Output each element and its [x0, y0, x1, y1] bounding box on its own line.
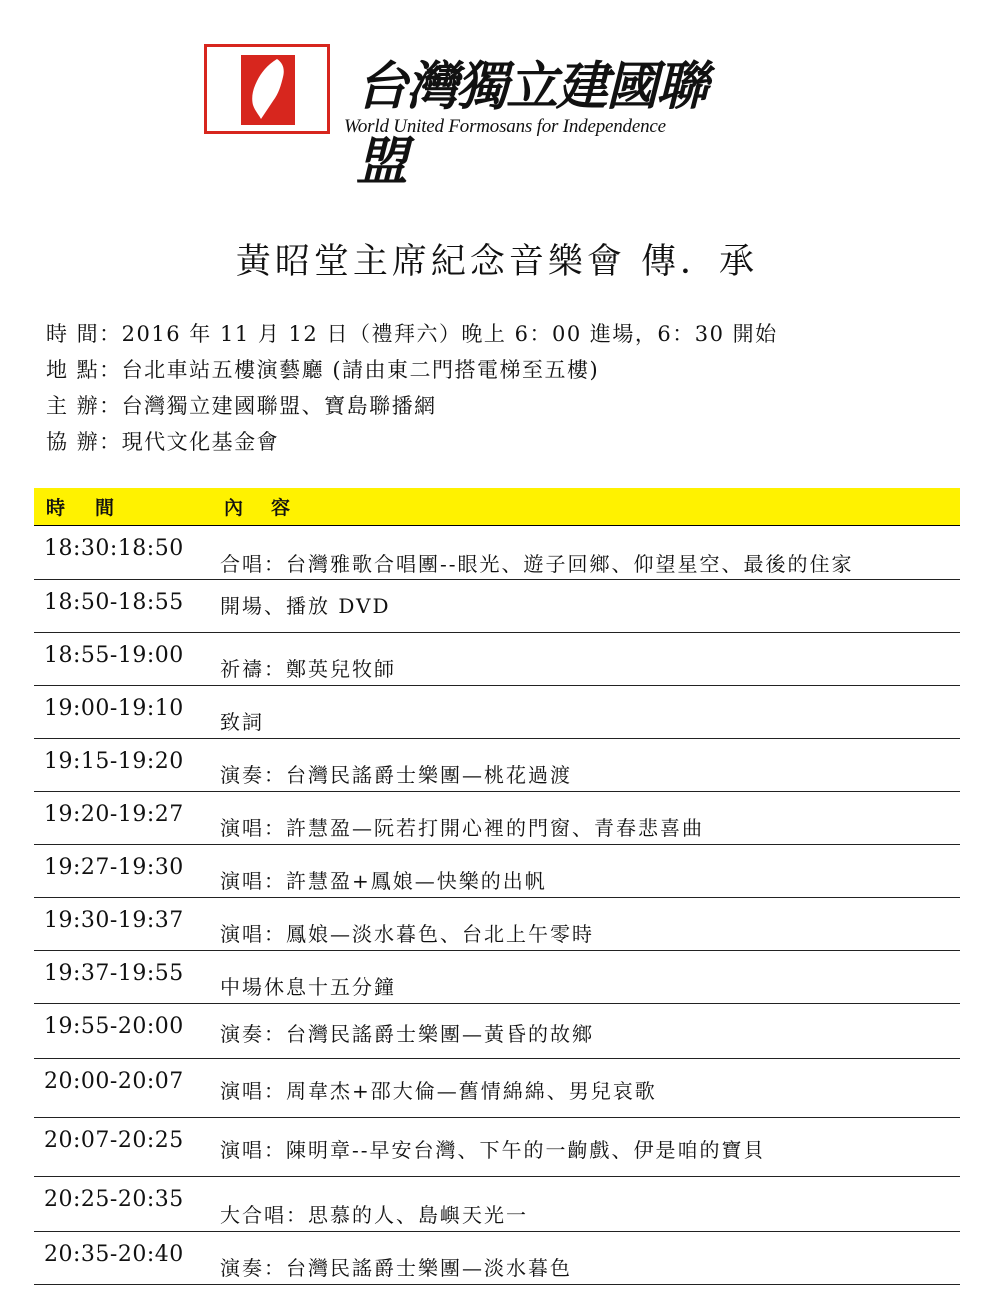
taiwan-map-icon	[204, 44, 330, 134]
row-content: 致詞	[220, 710, 264, 734]
page-title: 黃昭堂主席紀念音樂會 傳．承	[235, 242, 759, 282]
row-time: 19:55-20:00	[44, 1014, 184, 1039]
table-row	[34, 686, 960, 739]
row-time: 18:55-19:00	[44, 643, 184, 668]
table-row	[34, 1232, 960, 1285]
row-time: 19:27-19:30	[44, 855, 184, 880]
row-content: 演奏：台灣民謠爵士樂團—淡水暮色	[220, 1256, 572, 1280]
row-content: 中場休息十五分鐘	[220, 975, 396, 999]
header-content: 內容	[224, 497, 319, 519]
program-table	[34, 488, 960, 1285]
row-content: 演唱：周韋杰+邵大倫—舊情綿綿、男兒哀歌	[220, 1079, 657, 1103]
row-content: 演唱：許慧盈—阮若打開心裡的門窗、青春悲喜曲	[220, 816, 704, 840]
logo-chinese-name: 台灣獨立建國聯盟	[356, 56, 707, 192]
table-body	[34, 526, 960, 1285]
table-row	[34, 845, 960, 898]
table-header	[34, 488, 960, 526]
table-row	[34, 792, 960, 845]
row-content: 祈禱：鄭英兒牧師	[220, 657, 396, 681]
table-row	[34, 898, 960, 951]
info-co-organizer: 協 辦：現代文化基金會	[46, 430, 280, 454]
row-content: 開場、播放 DVD	[220, 594, 391, 618]
table-row	[34, 633, 960, 686]
row-time: 19:37-19:55	[44, 961, 184, 986]
row-content: 演奏：台灣民謠爵士樂團—黃昏的故鄉	[220, 1022, 594, 1046]
row-time: 19:15-19:20	[44, 749, 184, 774]
row-content: 大合唱：思慕的人、島嶼天光一	[220, 1203, 528, 1227]
header-time: 時間	[46, 497, 145, 519]
table-row	[34, 1004, 960, 1059]
row-content: 演唱：鳳娘—淡水暮色、台北上午零時	[220, 922, 594, 946]
row-content: 演唱：陳明章--早安台灣、下午的一齣戲、伊是咱的寶貝	[220, 1138, 766, 1162]
row-time: 19:30-19:37	[44, 908, 184, 933]
table-row	[34, 739, 960, 792]
row-time: 20:00-20:07	[44, 1069, 184, 1094]
table-row	[34, 1118, 960, 1177]
table-row	[34, 951, 960, 1004]
row-content: 演奏：台灣民謠爵士樂團—桃花過渡	[220, 763, 572, 787]
event-info	[46, 316, 778, 460]
row-time: 20:25-20:35	[44, 1187, 184, 1212]
info-time: 時 間：2016 年 11 月 12 日（禮拜六）晚上 6：00 進場，6：30 開始	[46, 322, 778, 346]
table-row	[34, 1177, 960, 1232]
row-time: 18:30:18:50	[44, 536, 184, 561]
info-location: 地 點：台北車站五樓演藝廳 (請由東二門搭電梯至五樓)	[46, 358, 600, 382]
row-time: 20:07-20:25	[44, 1128, 184, 1153]
row-time: 19:00-19:10	[44, 696, 184, 721]
row-time: 19:20-19:27	[44, 802, 184, 827]
table-row	[34, 580, 960, 633]
row-content: 演唱：許慧盈+鳳娘—快樂的出帆	[220, 869, 547, 893]
row-content: 合唱：台灣雅歌合唱團--眼光、遊子回鄉、仰望星空、最後的住家	[220, 552, 854, 576]
organization-logo	[204, 44, 724, 192]
table-row	[34, 526, 960, 580]
table-row	[34, 1059, 960, 1118]
row-time: 20:35-20:40	[44, 1242, 184, 1267]
row-time: 18:50-18:55	[44, 590, 184, 615]
info-organizer: 主 辦：台灣獨立建國聯盟、寶島聯播網	[46, 394, 437, 418]
logo-english-name: World United Formosans for Independence	[344, 116, 666, 137]
